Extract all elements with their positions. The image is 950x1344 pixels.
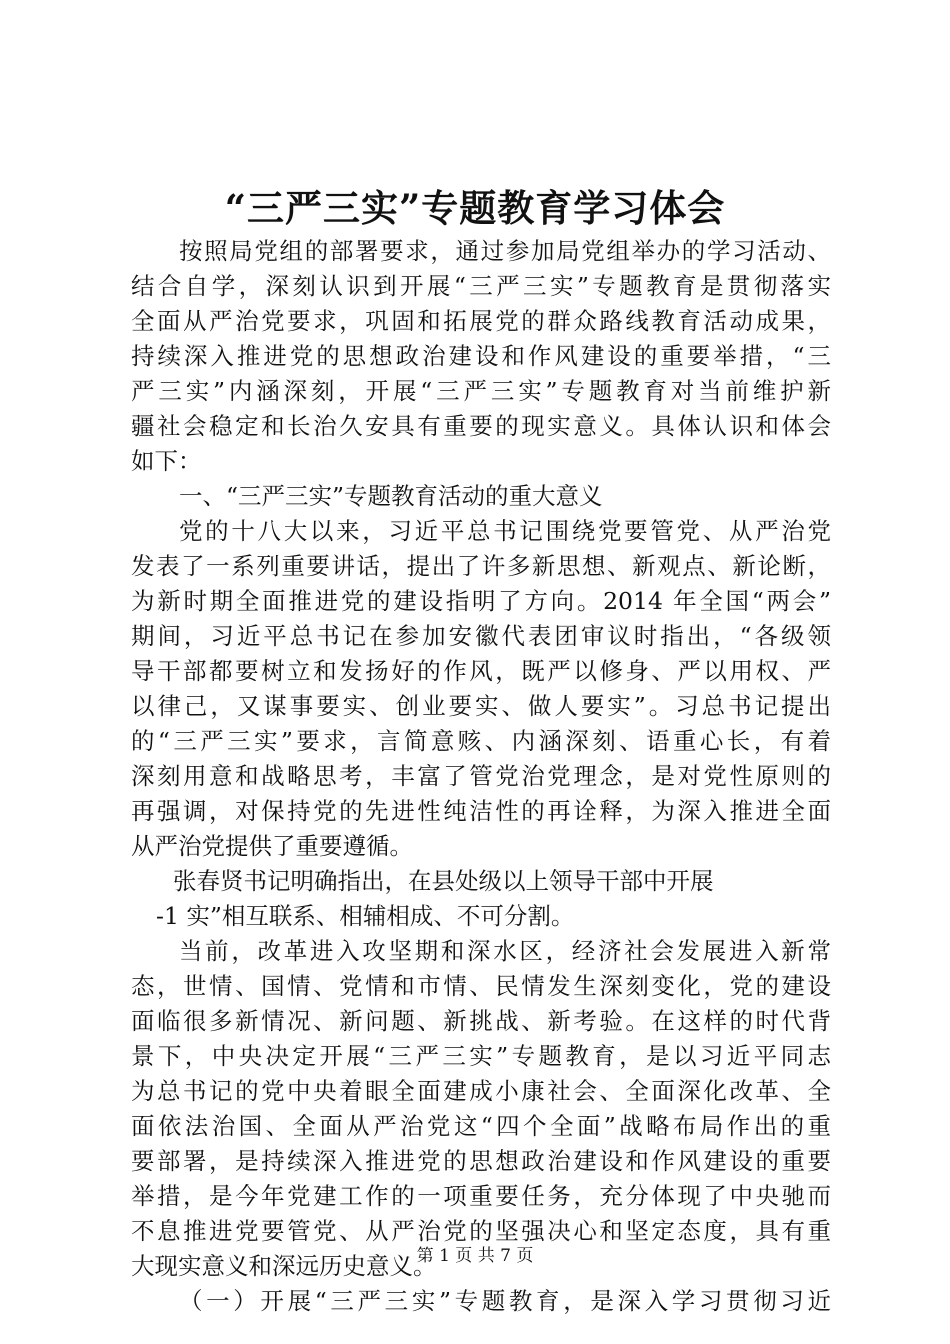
body-line: 全面从严治党要求，巩固和拓展党的群众路线教育活动成果， bbox=[131, 307, 831, 335]
page-number: 第 1 页 共 7 页 bbox=[416, 1246, 534, 1266]
section-heading: （一）开展“三严三实”专题教育，是深入学习贯彻习近 bbox=[179, 1287, 831, 1315]
body-line: 不息推进党要管党、从严治党的坚强决心和坚定态度，具有重 bbox=[131, 1217, 831, 1245]
body-line: 为新时期全面推进党的建设指明了方向。2014 年全国“两会” bbox=[131, 587, 831, 615]
document-title: “三严三实”专题教育学习体会 bbox=[224, 186, 726, 230]
body-line: 结合自学，深刻认识到开展“三严三实”专题教育是贯彻落实 bbox=[131, 272, 831, 300]
body-line: -1 实”相互联系、相辅相成、不可分割。 bbox=[156, 902, 575, 930]
body-line: 从严治党提供了重要遵循。 bbox=[131, 832, 413, 860]
body-line: 面依法治国、全面从严治党这“四个全面”战略布局作出的重 bbox=[131, 1112, 831, 1140]
body-line: 疆社会稳定和长治久安具有重要的现实意义。具体认识和体会 bbox=[131, 412, 831, 440]
body-line: 期间，习近平总书记在参加安徽代表团审议时指出，“各级领 bbox=[131, 622, 831, 650]
document-body bbox=[131, 234, 831, 1319]
body-line: 的“三严三实”要求，言简意赅、内涵深刻、语重心长，有着 bbox=[131, 727, 831, 755]
body-line: 深刻用意和战略思考，丰富了管党治党理念，是对党性原则的 bbox=[131, 762, 831, 790]
body-line: 态，世情、国情、党情和市情、民情发生深刻变化，党的建设 bbox=[131, 972, 831, 1000]
body-line: 发表了一系列重要讲话，提出了许多新思想、新观点、新论断， bbox=[131, 552, 831, 580]
body-line: 导干部都要树立和发扬好的作风，既严以修身、严以用权、严 bbox=[131, 657, 831, 685]
body-line: 大现实意义和深远历史意义。 bbox=[131, 1252, 437, 1280]
body-line: 严三实”内涵深刻，开展“三严三实”专题教育对当前维护新 bbox=[131, 377, 831, 405]
body-line: 党的十八大以来，习近平总书记围绕党要管党、从严治党 bbox=[179, 517, 831, 545]
section-heading: 一、“三严三实”专题教育活动的重大意义 bbox=[179, 482, 603, 510]
body-line: 举措，是今年党建工作的一项重要任务，充分体现了中央驰而 bbox=[131, 1182, 831, 1210]
body-line: 再强调，对保持党的先进性纯洁性的再诠释，为深入推进全面 bbox=[131, 797, 831, 825]
body-line: 按照局党组的部署要求，通过参加局党组举办的学习活动、 bbox=[179, 237, 831, 265]
body-line: 景下，中央决定开展“三严三实”专题教育，是以习近平同志 bbox=[131, 1042, 831, 1070]
body-line: 面临很多新情况、新问题、新挑战、新考验。在这样的时代背 bbox=[131, 1007, 831, 1035]
body-line: 张春贤书记明确指出，在县处级以上领导干部中开展 bbox=[173, 867, 714, 895]
body-line: 以律己，又谋事要实、创业要实、做人要实”。习总书记提出 bbox=[131, 692, 831, 720]
body-line: 如下： bbox=[131, 447, 202, 475]
body-line: 为总书记的党中央着眼全面建成小康社会、全面深化改革、全 bbox=[131, 1077, 831, 1105]
body-line: 当前，改革进入攻坚期和深水区，经济社会发展进入新常 bbox=[179, 937, 831, 965]
body-line: 要部署，是持续深入推进党的思想政治建设和作风建设的重要 bbox=[131, 1147, 831, 1175]
body-line: 持续深入推进党的思想政治建设和作风建设的重要举措，“三 bbox=[131, 342, 831, 370]
